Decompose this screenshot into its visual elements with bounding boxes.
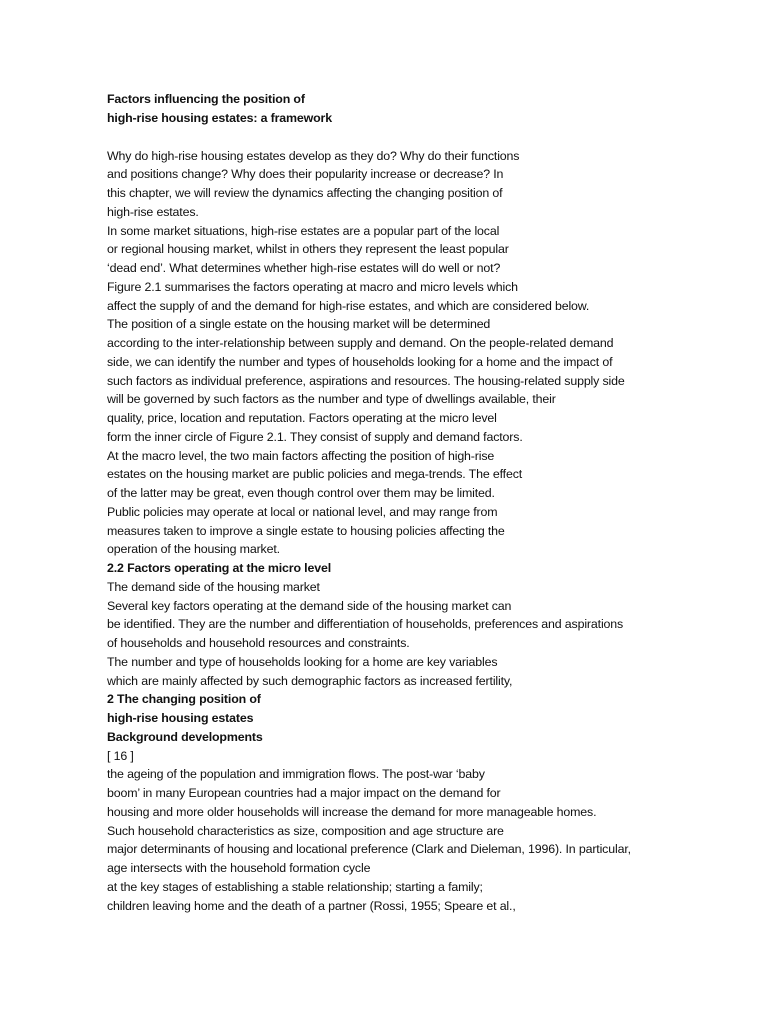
text-line: [ 16 ] bbox=[107, 748, 134, 763]
title-line: Factors influencing the position of bbox=[107, 92, 305, 106]
section-title bbox=[107, 90, 757, 128]
text-line: this chapter, we will review the dynamics affecting the changing position of bbox=[107, 186, 503, 200]
text-line: and positions change? Why does their popularity increase or decrease? In bbox=[107, 167, 504, 182]
text-line: ‘dead end’. What determines whether high-rise estates will do well or not? bbox=[107, 261, 501, 275]
text-line: according to the inter-relationship between supply and demand. On the people-related demand bbox=[107, 336, 614, 350]
heading-line: high-rise housing estates bbox=[107, 711, 254, 725]
text-line: age intersects with the household formation cycle bbox=[107, 861, 371, 875]
text-line: of households and household resources and constraints. bbox=[107, 636, 410, 650]
text-line: housing and more older households will increase the demand for more manageable homes. bbox=[107, 804, 597, 819]
document-page bbox=[107, 90, 757, 915]
text-line: children leaving home and the death of a partner (Rossi, 1955; Speare et al., bbox=[107, 898, 516, 913]
text-line: operation of the housing market. bbox=[107, 542, 280, 557]
text-line: In some market situations, high-rise estates are a popular part of the local bbox=[107, 223, 500, 238]
text-line: will be governed by such factors as the number and type of dwellings available, their bbox=[107, 392, 556, 407]
text-line: quality, price, location and reputation. Factors operating at the micro level bbox=[107, 411, 497, 425]
text-line: affect the supply of and the demand for high-rise estates, and which are considered below. bbox=[107, 298, 590, 313]
text-line: at the key stages of establishing a stable relationship; starting a family; bbox=[107, 879, 483, 894]
text-line: or regional housing market, whilst in others they represent the least popular bbox=[107, 242, 509, 257]
text-line: such factors as individual preference, aspirations and resources. The housing-related supply side bbox=[107, 373, 625, 388]
text-line: Why do high-rise housing estates develop as they do? Why do their functions bbox=[107, 148, 520, 163]
text-line: The number and type of households looking for a home are key variables bbox=[107, 654, 498, 669]
heading-line: Background developments bbox=[107, 729, 263, 744]
heading-line: 2.2 Factors operating at the micro level bbox=[107, 561, 331, 575]
text-line: Several key factors operating at the demand side of the housing market can bbox=[107, 598, 512, 613]
text-line: Such household characteristics as size, composition and age structure are bbox=[107, 823, 504, 838]
text-line: boom’ in many European countries had a major impact on the demand for bbox=[107, 786, 501, 800]
text-line: At the macro level, the two main factors affecting the position of high-rise bbox=[107, 448, 495, 463]
text-line: form the inner circle of Figure 2.1. They consist of supply and demand factors. bbox=[107, 429, 523, 444]
text-line: major determinants of housing and locational preference (Clark and Dieleman, 1996). In particular, bbox=[107, 842, 631, 857]
text-line: The position of a single estate on the housing market will be determined bbox=[107, 317, 491, 332]
text-line: Figure 2.1 summarises the factors operating at macro and micro levels which bbox=[107, 279, 518, 294]
text-line: be identified. They are the number and differentiation of households, preferences and aspirations bbox=[107, 617, 624, 632]
body-text bbox=[107, 147, 757, 916]
text-line: Public policies may operate at local or national level, and may range from bbox=[107, 504, 498, 519]
text-line: high-rise estates. bbox=[107, 204, 199, 219]
text-line: side, we can identify the number and types of households looking for a home and the impact of bbox=[107, 354, 613, 369]
text-line: of the latter may be great, even though control over them may be limited. bbox=[107, 486, 495, 500]
text-line: estates on the housing market are public policies and mega-trends. The effect bbox=[107, 467, 523, 482]
text-line: which are mainly affected by such demographic factors as increased fertility, bbox=[107, 673, 513, 688]
text-line: the ageing of the population and immigration flows. The post-war ‘baby bbox=[107, 767, 485, 782]
title-line: high-rise housing estates: a framework bbox=[107, 110, 332, 125]
text-line: The demand side of the housing market bbox=[107, 579, 320, 594]
text-line: measures taken to improve a single estate to housing policies affecting the bbox=[107, 523, 505, 538]
heading-line: 2 The changing position of bbox=[107, 692, 261, 707]
